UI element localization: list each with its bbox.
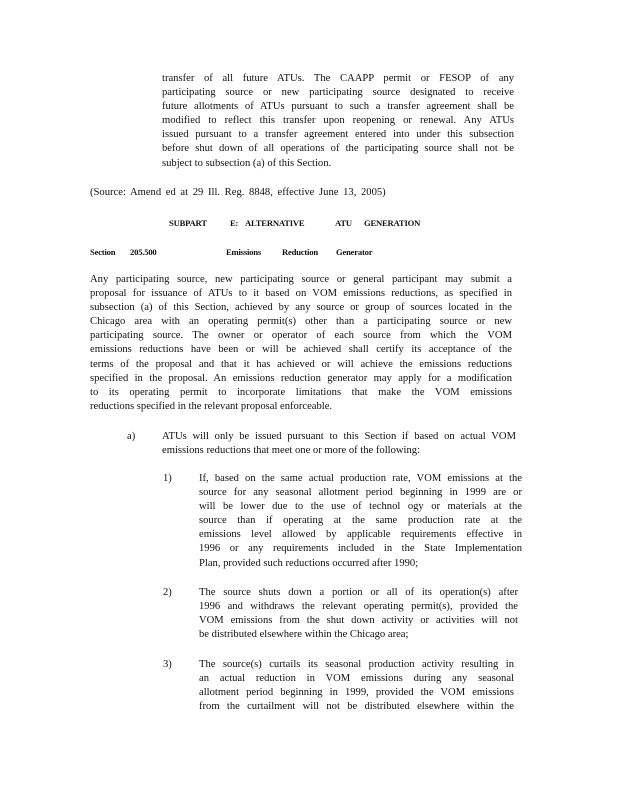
- text-line: 1996 and withdraws the relevant operating permit(s), provided the: [199, 601, 518, 613]
- text-line: The source(s) curtails its seasonal production activity resulting in: [199, 659, 514, 670]
- text-line: issued pursuant to a transfer agreement entered into under this subsection: [162, 129, 514, 141]
- section-label: Section: [90, 247, 116, 257]
- subpart-title-word: ALTERNATIVE: [245, 218, 305, 228]
- text-line: to its operating permit to incorporate limitations that make the VOM emissions: [90, 386, 512, 398]
- text-line: ATUs will only be issued pursuant to this Section if based on actual VOM: [162, 431, 516, 442]
- text-line: reductions specified in the relevant proposal enforceable.: [90, 400, 333, 412]
- item-2-text: [199, 586, 518, 642]
- text-line: emissions reductions that meet one or more of the following:: [162, 445, 421, 457]
- source-note: (Source: Amend ed at 29 Ill. Reg. 8848, effective June 13, 2005): [90, 187, 386, 198]
- item-1-marker: 1): [163, 473, 172, 484]
- item-1-text: [199, 472, 522, 571]
- text-line: participating source. The owner or operator of each source from which the VOM: [90, 330, 512, 342]
- text-line: terms of the proposal and that it has achieved or will achieve the emissions reductions: [90, 358, 512, 370]
- subpart-title-word: GENERATION: [364, 218, 421, 228]
- section-title-word: Emissions: [226, 247, 261, 257]
- text-line: subject to subsection (a) of this Section.: [162, 157, 332, 169]
- text-line: Chicago area with an operating permit(s) other than a participating source or new: [90, 316, 512, 328]
- text-line: source for any seasonal allotment period beginning in 1999 are or: [199, 487, 522, 499]
- text-line: source than if operating at the same production rate at the: [199, 515, 522, 527]
- text-line: Plan, provided such reductions occurred after 1990;: [199, 557, 419, 569]
- text-line: If, based on the same actual production rate, VOM emissions at the: [199, 473, 522, 484]
- text-line: VOM emissions from the shut down activity or activities will not: [199, 615, 518, 627]
- text-line: will be lower due to the use of technol ogy or materials at the: [199, 501, 522, 513]
- intro-paragraph: [90, 273, 512, 414]
- text-line: participating source or new participating source designated to receive: [162, 87, 514, 99]
- item-3-marker: 3): [163, 659, 172, 670]
- item-3-text: [199, 658, 514, 714]
- item-2-marker: 2): [163, 587, 172, 598]
- text-line: Any participating source, new participating source or general participant may submit a: [90, 274, 512, 285]
- text-line: emissions level allowed by applicable requirements effective in: [199, 529, 522, 541]
- text-line: transfer of all future ATUs. The CAAPP permit or FESOP of any: [162, 73, 514, 84]
- text-line: proposal for issuance of ATUs to it based on VOM emissions reductions, as specified in: [90, 288, 512, 300]
- subpart-title-word: ATU: [335, 218, 352, 228]
- text-line: The source shuts down a portion or all of its operation(s) after: [199, 587, 518, 598]
- section-title-word: Generator: [336, 247, 373, 257]
- text-line: future allotments of ATUs pursuant to such a transfer agreement shall be: [162, 101, 514, 113]
- text-line: allotment period beginning in 1999, provided the VOM emissions: [199, 687, 514, 699]
- item-a-marker: a): [127, 431, 136, 442]
- continuation-paragraph: [162, 72, 514, 171]
- text-line: 1996 or any requirements included in the State Implementation: [199, 543, 522, 555]
- text-line: subsection (a) of this Section, achieved by any source or group of sources located in the: [90, 302, 512, 314]
- subpart-label: SUBPART: [169, 218, 207, 228]
- text-line: modified to reflect this transfer upon reopening or renewal. Any ATUs: [162, 115, 514, 127]
- section-number: 205.500: [130, 247, 157, 257]
- text-line: an actual reduction in VOM emissions during any seasonal: [199, 673, 514, 685]
- text-line: from the curtailment will not be distributed elsewhere within the: [199, 701, 514, 713]
- text-line: be distributed elsewhere within the Chicago area;: [199, 629, 409, 641]
- subpart-letter: E:: [230, 218, 239, 228]
- item-a-text: [162, 430, 516, 458]
- text-line: before shut down of all operations of the participating source shall not be: [162, 143, 514, 155]
- text-line: specified in the proposal. An emissions reduction generator may apply for a modification: [90, 372, 512, 384]
- section-title-word: Reduction: [282, 247, 318, 257]
- text-line: emissions reductions have been or will be achieved shall certify its acceptance of the: [90, 344, 512, 356]
